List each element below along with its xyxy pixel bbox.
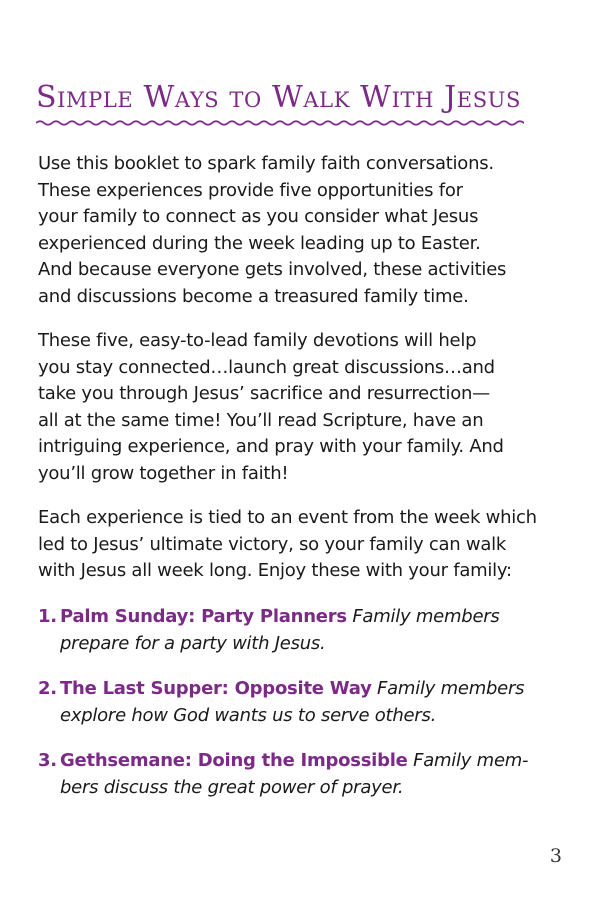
text-line: you stay connected…launch great discussions…and — [38, 356, 495, 378]
item-description-continued: explore how God wants us to serve others. — [60, 704, 437, 726]
text-line: all at the same time! You’ll read Scripture, have an — [38, 409, 484, 431]
item-description-continued: prepare for a party with Jesus. — [60, 632, 326, 654]
page-title: Simple Ways to Walk With Jesus — [36, 80, 521, 115]
item-number: 2. — [38, 677, 57, 699]
experience-paragraph — [38, 505, 538, 585]
text-line: experienced during the week leading up to Easter. — [38, 232, 481, 254]
item-title: Gethsemane: Doing the Impossible — [60, 749, 408, 771]
list-item — [38, 747, 538, 801]
item-description: Family members — [352, 605, 500, 627]
text-line: and discussions become a treasured family time. — [38, 285, 469, 307]
text-line: These five, easy-to-lead family devotions will help — [38, 330, 477, 351]
content — [38, 151, 538, 819]
devotions-paragraph — [38, 328, 538, 487]
page-number: 3 — [549, 845, 562, 867]
text-line: your family to connect as you consider what Jesus — [38, 206, 479, 227]
item-description-continued: bers discuss the great power of prayer. — [60, 776, 404, 798]
list-item — [38, 603, 538, 657]
text-line: These experiences provide five opportunities for — [38, 179, 463, 201]
item-description: Family members — [377, 677, 525, 699]
item-number: 1. — [38, 605, 57, 627]
intro-paragraph — [38, 151, 538, 310]
text-line: you’ll grow together in faith! — [38, 462, 289, 484]
text-line: Use this booklet to spark family faith conversations. — [38, 153, 494, 174]
text-line: with Jesus all week long. Enjoy these with your family: — [38, 560, 512, 581]
text-line: take you through Jesus’ sacrifice and resurrection— — [38, 383, 490, 404]
devotion-list — [38, 603, 538, 801]
item-title: The Last Supper: Opposite Way — [60, 677, 372, 699]
item-title: Palm Sunday: Party Planners — [60, 605, 347, 627]
text-line: led to Jesus’ ultimate victory, so your family can walk — [38, 533, 507, 555]
list-item — [38, 675, 538, 729]
item-number: 3. — [38, 749, 57, 771]
text-line: Each experience is tied to an event from the week which — [38, 507, 537, 528]
wavy-divider — [36, 117, 524, 129]
text-line: intriguing experience, and pray with your family. And — [38, 436, 504, 457]
item-description: Family mem- — [413, 749, 529, 771]
text-line: And because everyone gets involved, these activities — [38, 259, 507, 280]
